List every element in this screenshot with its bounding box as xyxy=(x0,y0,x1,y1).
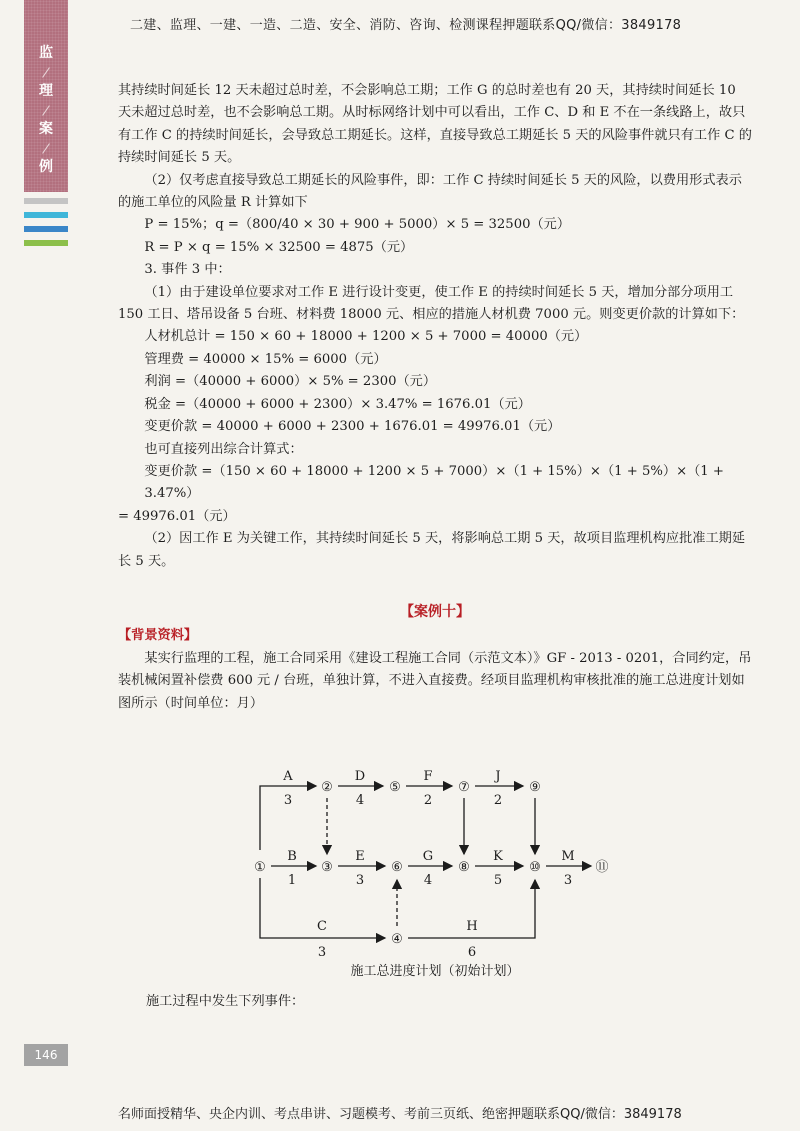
paragraph-4: （2）因工作 E 为关键工作，其持续时间延长 5 天，将影响总工期 5 天，故项目监理机构应批准工期延长 5 天。 xyxy=(118,531,746,569)
duration-C: 3 xyxy=(317,945,327,960)
label-K: K xyxy=(493,849,503,864)
node-4: ④ xyxy=(391,932,403,947)
calc-line-3: 利润 =（40000 + 6000）× 5% = 2300（元） xyxy=(144,374,437,390)
duration-F: 2 xyxy=(423,793,433,808)
calc-line-7: 变更价款 =（150 × 60 + 18000 + 1200 × 5 + 7000）×（1 + 15%）×（1 + 5%）×（1 + 3.47%） xyxy=(144,463,724,502)
node-8: ⑧ xyxy=(458,860,470,875)
calc-line-6: 也可直接列出综合计算式： xyxy=(144,441,303,457)
node-5: ⑤ xyxy=(389,780,401,795)
label-M: M xyxy=(561,849,575,864)
paragraph-3: （1）由于建设单位要求对工作 E 进行设计变更，使工作 E 的持续时间延长 5 天，增加分部分项用工 150 工日、塔吊设备 5 台班、材料费 18000 元、相应的措施人材机费 7000 元。则变更价款的计算如下： xyxy=(118,284,745,323)
duration-D: 4 xyxy=(355,793,365,808)
node-1: ① xyxy=(254,860,266,875)
calc-line-5: 变更价款 = 40000 + 6000 + 2300 + 1676.01 = 49976.01（元） xyxy=(144,419,561,435)
paragraph-1: 其持续时间延长 12 天未超过总时差，不会影响总工期；工作 G 的总时差也有 20 天，其持续时间延长 10 天未超过总时差，也不会影响总工期。从时标网络计划中可以看出，工作 C、D 和 E 不在一条线路上，故只有工作 C 的持续时间延长，会导致总工期延长。这样，直接导致总工期延长 5 天的风险事件就只有工作 C 的持续时间延长 5 天。 xyxy=(118,83,752,166)
side-tab-separator xyxy=(42,105,50,115)
equation-1: P = 15%；q =（800/40 × 30 + 900 + 5000）× 5 = 32500（元） xyxy=(144,217,571,233)
paragraph-2: （2）仅考虑直接导致总工期延长的风险事件，即：工作 C 持续时间延长 5 天的风险，以费用形式表示的施工单位的风险量 R 计算如下 xyxy=(118,172,742,211)
label-H: H xyxy=(466,919,478,934)
label-G: G xyxy=(422,849,434,864)
side-tab-char-4: 例 xyxy=(39,159,53,175)
side-tab-char-3: 案 xyxy=(39,121,53,137)
case-title: 【案例十】 xyxy=(400,603,470,620)
side-tab-char-1: 监 xyxy=(39,45,53,61)
duration-E: 3 xyxy=(355,873,365,888)
node-11: ⑪ xyxy=(595,860,609,875)
page-footer: 名师面授精华、央企内训、考点串讲、习题模考、考前三页纸、绝密押题联系QQ/微信：3849178 xyxy=(118,1107,682,1122)
background-text: 某实行监理的工程，施工合同采用《建设工程施工合同（示范文本）》GF - 2013 - 0201，合同约定，吊装机械闲置补偿费 600 元 / 台班，单独计算，不进入直接费。经项目监理机构审核批准的施工总进度计划如图所示（时间单位：月） xyxy=(118,650,752,711)
side-tab-separator xyxy=(42,67,50,77)
label-E: E xyxy=(355,849,365,864)
duration-J: 2 xyxy=(493,793,503,808)
duration-H: 6 xyxy=(467,945,477,960)
network-diagram xyxy=(240,758,620,988)
duration-K: 5 xyxy=(493,873,503,888)
node-3: ③ xyxy=(321,860,333,875)
side-tab-separator xyxy=(42,143,50,153)
duration-M: 3 xyxy=(563,873,573,888)
events-intro: 施工过程中发生下列事件： xyxy=(146,994,305,1009)
calc-line-4: 税金 =（40000 + 6000 + 2300）× 3.47% = 1676.01（元） xyxy=(144,396,531,412)
label-J: J xyxy=(495,769,501,784)
main-content xyxy=(118,80,752,715)
node-6: ⑥ xyxy=(391,860,403,875)
duration-A: 3 xyxy=(283,793,293,808)
calc-line-2: 管理费 = 40000 × 15% = 6000（元） xyxy=(144,351,387,367)
side-stripe-gray xyxy=(24,198,68,204)
chapter-side-tab xyxy=(24,0,68,192)
label-B: B xyxy=(287,849,297,864)
calc-line-1: 人材机总计 = 150 × 60 + 18000 + 1200 × 5 + 7000 = 40000（元） xyxy=(144,329,588,345)
event-3-heading: 3. 事件 3 中： xyxy=(144,262,231,278)
duration-G: 4 xyxy=(423,873,433,888)
duration-B: 1 xyxy=(287,873,297,888)
equation-2: R = P × q = 15% × 32500 = 4875（元） xyxy=(144,239,414,255)
label-C: C xyxy=(317,919,327,934)
node-10: ⑩ xyxy=(529,860,541,875)
calc-line-8: = 49976.01（元） xyxy=(118,508,236,524)
node-9: ⑨ xyxy=(529,780,541,795)
side-tab-char-2: 理 xyxy=(39,83,53,99)
node-7: ⑦ xyxy=(458,780,470,795)
diagram-caption: 施工总进度计划（初始计划） xyxy=(350,964,520,979)
side-stripe-cyan xyxy=(24,212,68,218)
side-stripe-green xyxy=(24,240,68,246)
page-number: 146 xyxy=(24,1044,68,1066)
background-label: 【背景资料】 xyxy=(118,628,198,644)
label-A: A xyxy=(283,769,293,784)
label-F: F xyxy=(423,769,433,784)
label-D: D xyxy=(354,769,366,784)
side-stripe-blue xyxy=(24,226,68,232)
node-2: ② xyxy=(321,780,333,795)
page-header: 二建、监理、一建、一造、二造、安全、消防、咨询、检测课程押题联系QQ/微信：3849178 xyxy=(130,18,682,33)
